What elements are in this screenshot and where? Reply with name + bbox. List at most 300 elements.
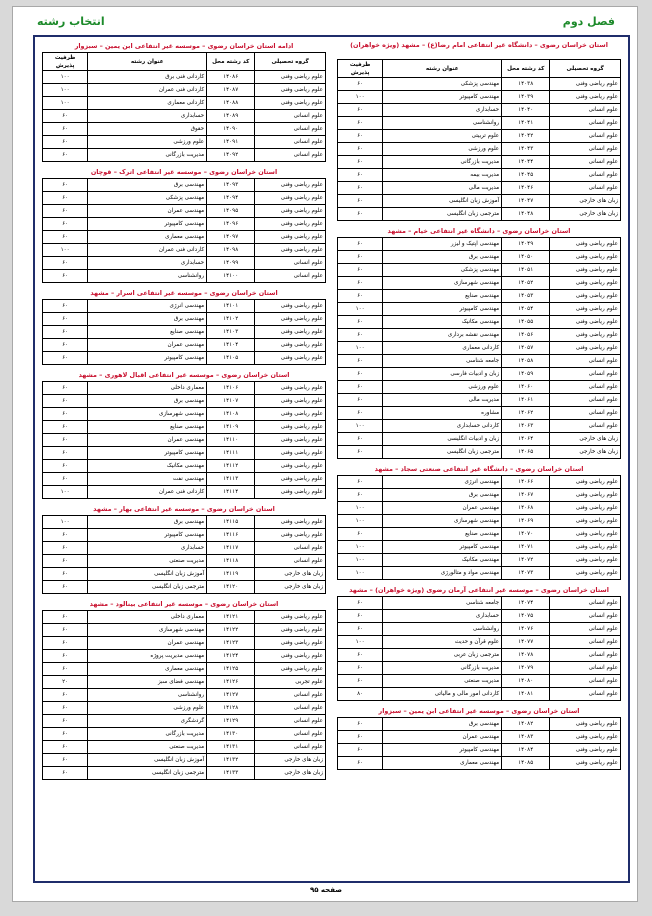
cell-name: مهندسی شهرسازی xyxy=(88,408,207,421)
cell-capacity: ۶۰ xyxy=(43,149,88,162)
cell-code: ۱۴۰۶۶ xyxy=(502,476,550,489)
left-column xyxy=(42,41,326,780)
cell-group: علوم ریاضی وفنی xyxy=(550,342,621,355)
cell-capacity: ۶۰ xyxy=(43,637,88,650)
cell-group: علوم ریاضی وفنی xyxy=(255,97,326,110)
table-row xyxy=(43,663,326,676)
cell-capacity: ۶۰ xyxy=(338,757,383,770)
table-row xyxy=(338,195,621,208)
cell-name: مهندسی مکانیک xyxy=(383,554,502,567)
table-row xyxy=(338,91,621,104)
cell-name: مهندسی شهرسازی xyxy=(383,515,502,528)
table-row xyxy=(338,433,621,446)
content-frame xyxy=(33,35,630,883)
cell-capacity: ۸۰ xyxy=(338,688,383,701)
cell-name: مهندسی برق xyxy=(88,516,207,529)
cell-name: مهندسی عمران xyxy=(88,205,207,218)
cell-capacity: ۶۰ xyxy=(338,117,383,130)
institution-title: استان خراسان رضوی – موسسه غیر انتفاعی ابن یمین – سبزوار xyxy=(378,707,580,715)
cell-name: مهندسی برق xyxy=(383,251,502,264)
cell-code: ۱۴۰۵۴ xyxy=(502,303,550,316)
cell-capacity: ۶۰ xyxy=(43,650,88,663)
table-row xyxy=(338,143,621,156)
cell-code: ۱۴۰۴۵ xyxy=(502,169,550,182)
cell-name: مدیریت مالی xyxy=(383,394,502,407)
cell-code: ۱۴۱۰۸ xyxy=(207,408,255,421)
cell-capacity: ۶۰ xyxy=(43,434,88,447)
cell-name: مهندسی عمران xyxy=(88,637,207,650)
table-row xyxy=(338,238,621,251)
cell-code: ۱۴۰۳۹ xyxy=(502,91,550,104)
cell-capacity: ۱۰۰ xyxy=(338,541,383,554)
cell-group: علوم ریاضی وفنی xyxy=(255,516,326,529)
table-row xyxy=(338,117,621,130)
cell-group: زبان های خارجی xyxy=(255,581,326,594)
cell-code: ۱۴۰۷۸ xyxy=(502,649,550,662)
table-row xyxy=(43,486,326,499)
cell-code: ۱۴۱۳۰ xyxy=(207,728,255,741)
cell-group: علوم ریاضی وفنی xyxy=(550,567,621,580)
table-row xyxy=(338,208,621,221)
cell-group: علوم انسانی xyxy=(550,156,621,169)
cell-code: ۱۴۰۶۲ xyxy=(502,407,550,420)
cell-name: حسابداری xyxy=(383,104,502,117)
cell-group: علوم انسانی xyxy=(550,117,621,130)
cell-capacity: ۶۰ xyxy=(43,300,88,313)
cell-code: ۱۴۰۵۳ xyxy=(502,290,550,303)
cell-capacity: ۶۰ xyxy=(338,597,383,610)
cell-group: علوم ریاضی وفنی xyxy=(255,300,326,313)
cell-group: علوم ریاضی وفنی xyxy=(255,231,326,244)
cell-code: ۱۴۱۲۶ xyxy=(207,676,255,689)
cell-code: ۱۴۰۴۷ xyxy=(502,195,550,208)
table-row xyxy=(338,446,621,459)
cell-group: علوم ریاضی وفنی xyxy=(550,238,621,251)
cell-name: آموزش زبان انگلیسی xyxy=(383,195,502,208)
institution-title: استان خراسان رضوی – دانشگاه غیر انتفاعی صنعتی سجاد – مشهد xyxy=(374,465,584,473)
section-title: انتخاب رشته xyxy=(37,15,105,28)
cell-group: علوم انسانی xyxy=(255,741,326,754)
cell-capacity: ۶۰ xyxy=(43,728,88,741)
table-row xyxy=(338,251,621,264)
cell-capacity: ۶۰ xyxy=(338,169,383,182)
cell-name: مترجمی زبان انگلیسی xyxy=(88,581,207,594)
table-row xyxy=(43,728,326,741)
cell-code: ۱۴۰۵۹ xyxy=(502,368,550,381)
cell-code: ۱۴۰۷۳ xyxy=(502,567,550,580)
cell-group: علوم ریاضی وفنی xyxy=(255,71,326,84)
table-row xyxy=(43,313,326,326)
cell-code: ۱۴۰۵۱ xyxy=(502,264,550,277)
cell-group: علوم انسانی xyxy=(255,555,326,568)
cell-capacity: ۶۰ xyxy=(43,754,88,767)
table-row xyxy=(43,339,326,352)
table-row xyxy=(338,104,621,117)
cell-name: کاردانی فنی عمران xyxy=(88,84,207,97)
cell-group: علوم ریاضی وفنی xyxy=(255,352,326,365)
cell-code: ۱۴۰۹۱ xyxy=(207,136,255,149)
cell-group: علوم ریاضی وفنی xyxy=(550,91,621,104)
cell-capacity: ۶۰ xyxy=(338,381,383,394)
cell-name: علوم تربیتی xyxy=(383,130,502,143)
cell-code: ۱۴۰۸۸ xyxy=(207,97,255,110)
cell-code: ۱۴۰۷۱ xyxy=(502,541,550,554)
cell-name: حسابداری xyxy=(383,610,502,623)
cell-code: ۱۴۰۶۹ xyxy=(502,515,550,528)
cell-code: ۱۴۱۰۵ xyxy=(207,352,255,365)
cell-group: زبان های خارجی xyxy=(255,754,326,767)
table-header-row xyxy=(338,60,621,78)
table-row xyxy=(43,624,326,637)
cell-capacity: ۶۰ xyxy=(338,368,383,381)
table-row xyxy=(338,407,621,420)
cell-group: علوم انسانی xyxy=(550,675,621,688)
cell-capacity: ۶۰ xyxy=(338,433,383,446)
table-row xyxy=(43,326,326,339)
cell-group: علوم انسانی xyxy=(550,355,621,368)
cell-capacity: ۱۰۰ xyxy=(43,84,88,97)
cell-name: مدیریت مالی xyxy=(383,182,502,195)
cell-code: ۱۴۱۰۱ xyxy=(207,300,255,313)
table-row xyxy=(338,277,621,290)
cell-group: علوم ریاضی وفنی xyxy=(255,218,326,231)
cell-capacity: ۶۰ xyxy=(338,182,383,195)
header-code: کد رشته محل xyxy=(502,60,550,78)
header-name: عنوان رشته xyxy=(88,53,207,71)
cell-code: ۱۴۰۵۵ xyxy=(502,316,550,329)
cell-capacity: ۱۰۰ xyxy=(338,502,383,515)
cell-name: حسابداری xyxy=(88,542,207,555)
cell-code: ۱۴۱۲۹ xyxy=(207,715,255,728)
page-number: صفحه ۹۵ xyxy=(309,886,343,894)
cell-group: علوم انسانی xyxy=(550,649,621,662)
cell-capacity: ۶۰ xyxy=(338,156,383,169)
cell-name: جامعه شناسی xyxy=(383,355,502,368)
table-row xyxy=(338,610,621,623)
cell-capacity: ۶۰ xyxy=(338,104,383,117)
cell-code: ۱۴۱۰۷ xyxy=(207,395,255,408)
cell-name: زبان و ادبیات انگلیسی xyxy=(383,433,502,446)
table-row xyxy=(43,382,326,395)
cell-name: مهندسی برق xyxy=(88,179,207,192)
cell-group: علوم ریاضی وفنی xyxy=(255,179,326,192)
cell-capacity: ۶۰ xyxy=(43,611,88,624)
cell-code: ۱۴۰۷۴ xyxy=(502,597,550,610)
table-row xyxy=(338,342,621,355)
cell-capacity: ۶۰ xyxy=(43,447,88,460)
cell-group: علوم ریاضی وفنی xyxy=(550,78,621,91)
table-row xyxy=(43,84,326,97)
cell-name: مهندسی مدیریت پروژه xyxy=(88,650,207,663)
table-row xyxy=(338,394,621,407)
cell-code: ۱۴۰۶۷ xyxy=(502,489,550,502)
table-row xyxy=(43,702,326,715)
cell-code: ۱۴۰۸۰ xyxy=(502,675,550,688)
cell-group: علوم ریاضی وفنی xyxy=(255,460,326,473)
cell-name: علوم ورزشی xyxy=(383,381,502,394)
table-row xyxy=(43,542,326,555)
cell-group: علوم انسانی xyxy=(550,394,621,407)
cell-name: مهندسی پزشکی xyxy=(383,264,502,277)
header-name: عنوان رشته xyxy=(383,60,502,78)
cell-group: علوم انسانی xyxy=(255,715,326,728)
cell-group: علوم ریاضی وفنی xyxy=(550,731,621,744)
right-column xyxy=(337,41,621,770)
majors-table xyxy=(42,381,326,499)
institution-title: استان خراسان رضوی – دانشگاه غیر انتفاعی امام رضا(ع) – مشهد (ویژه خواهران) xyxy=(350,41,608,49)
cell-code: ۱۴۱۲۴ xyxy=(207,650,255,663)
cell-capacity: ۶۰ xyxy=(338,329,383,342)
cell-group: علوم ریاضی وفنی xyxy=(255,486,326,499)
cell-name: مهندسی انرژی xyxy=(383,476,502,489)
cell-code: ۱۴۰۴۰ xyxy=(502,104,550,117)
cell-name: مدیریت بازرگانی xyxy=(383,156,502,169)
cell-group: زبان های خارجی xyxy=(255,767,326,780)
cell-code: ۱۴۱۲۵ xyxy=(207,663,255,676)
cell-capacity: ۶۰ xyxy=(338,394,383,407)
cell-name: روانشناسی xyxy=(88,689,207,702)
cell-name: مهندسی برق xyxy=(88,313,207,326)
table-row xyxy=(338,303,621,316)
cell-group: علوم انسانی xyxy=(255,149,326,162)
cell-capacity: ۶۰ xyxy=(43,123,88,136)
cell-capacity: ۶۰ xyxy=(43,205,88,218)
cell-name: مدیریت صنعتی xyxy=(88,741,207,754)
header-group: گروه تحصیلی xyxy=(550,60,621,78)
cell-group: علوم انسانی xyxy=(550,623,621,636)
cell-name: کاردانی حسابداری xyxy=(383,420,502,433)
institution-title: ادامه استان خراسان رضوی – موسسه غیر انتفاعی ابن یمین – سبزوار xyxy=(74,42,294,50)
table-row xyxy=(43,300,326,313)
cell-capacity: ۱۰۰ xyxy=(43,516,88,529)
cell-group: علوم ریاضی وفنی xyxy=(550,554,621,567)
cell-group: علوم ریاضی وفنی xyxy=(550,476,621,489)
cell-group: علوم ریاضی وفنی xyxy=(255,663,326,676)
cell-name: معماری داخلی xyxy=(88,382,207,395)
cell-capacity: ۶۰ xyxy=(43,473,88,486)
cell-name: مهندسی کامپیوتر xyxy=(88,218,207,231)
chapter-title: فصل دوم xyxy=(562,15,615,28)
cell-code: ۱۴۱۱۸ xyxy=(207,555,255,568)
cell-name: مهندسی اپتیک و لیزر xyxy=(383,238,502,251)
cell-capacity: ۶۰ xyxy=(43,542,88,555)
table-row xyxy=(338,329,621,342)
cell-capacity: ۶۰ xyxy=(338,675,383,688)
cell-capacity: ۱۰۰ xyxy=(338,636,383,649)
table-row xyxy=(338,731,621,744)
cell-capacity: ۶۰ xyxy=(338,78,383,91)
header-capacity: ظرفیت پذیرش xyxy=(338,60,383,78)
cell-code: ۱۴۰۶۳ xyxy=(502,420,550,433)
table-row xyxy=(43,257,326,270)
table-row xyxy=(43,408,326,421)
cell-name: مهندسی معماری xyxy=(88,663,207,676)
cell-capacity: ۱۰۰ xyxy=(338,342,383,355)
institution-title: استان خراسان رضوی – موسسه غیر انتفاعی آرمان رضوی (ویژه خواهران) – مشهد xyxy=(349,586,609,594)
majors-table xyxy=(337,717,621,770)
cell-code: ۱۴۱۰۰ xyxy=(207,270,255,283)
cell-code: ۱۴۱۲۳ xyxy=(207,637,255,650)
cell-name: مدیریت صنعتی xyxy=(88,555,207,568)
cell-name: مهندسی صنایع xyxy=(383,290,502,303)
cell-code: ۱۴۰۷۲ xyxy=(502,554,550,567)
cell-code: ۱۴۰۷۷ xyxy=(502,636,550,649)
cell-group: علوم ریاضی وفنی xyxy=(550,515,621,528)
cell-capacity: ۶۰ xyxy=(43,689,88,702)
cell-capacity: ۶۰ xyxy=(43,741,88,754)
cell-group: علوم انسانی xyxy=(255,110,326,123)
cell-capacity: ۶۰ xyxy=(338,130,383,143)
cell-capacity: ۱۰۰ xyxy=(43,486,88,499)
cell-code: ۱۴۰۵۷ xyxy=(502,342,550,355)
cell-code: ۱۴۱۲۱ xyxy=(207,611,255,624)
cell-code: ۱۴۰۴۸ xyxy=(502,208,550,221)
cell-group: زبان های خارجی xyxy=(550,433,621,446)
cell-group: علوم ریاضی وفنی xyxy=(550,744,621,757)
cell-capacity: ۶۰ xyxy=(338,744,383,757)
cell-name: مهندسی کامپیوتر xyxy=(88,352,207,365)
majors-table xyxy=(337,237,621,459)
cell-group: علوم تجربی xyxy=(255,676,326,689)
cell-capacity: ۱۰۰ xyxy=(43,97,88,110)
table-row xyxy=(338,597,621,610)
cell-code: ۱۴۱۱۳ xyxy=(207,473,255,486)
cell-group: علوم ریاضی وفنی xyxy=(550,290,621,303)
cell-capacity: ۶۰ xyxy=(43,581,88,594)
table-row xyxy=(338,355,621,368)
cell-capacity: ۶۰ xyxy=(338,277,383,290)
cell-name: کاردانی معماری xyxy=(383,342,502,355)
table-row xyxy=(43,71,326,84)
cell-code: ۱۴۱۰۴ xyxy=(207,339,255,352)
cell-name: مهندسی صنایع xyxy=(383,528,502,541)
table-row xyxy=(43,352,326,365)
cell-capacity: ۶۰ xyxy=(43,624,88,637)
cell-capacity: ۶۰ xyxy=(338,195,383,208)
cell-group: علوم انسانی xyxy=(255,270,326,283)
cell-group: علوم ریاضی وفنی xyxy=(255,447,326,460)
cell-capacity: ۶۰ xyxy=(338,407,383,420)
table-row xyxy=(338,316,621,329)
table-row xyxy=(43,568,326,581)
cell-code: ۱۴۰۶۸ xyxy=(502,502,550,515)
majors-table xyxy=(337,475,621,580)
cell-code: ۱۴۱۰۹ xyxy=(207,421,255,434)
cell-name: جامعه شناسی xyxy=(383,597,502,610)
cell-capacity: ۶۰ xyxy=(43,270,88,283)
cell-name: مهندسی معماری xyxy=(383,757,502,770)
cell-name: مهندسی مواد و متالورژی xyxy=(383,567,502,580)
cell-group: علوم انسانی xyxy=(550,597,621,610)
table-row xyxy=(338,78,621,91)
cell-code: ۱۴۰۴۱ xyxy=(502,117,550,130)
cell-capacity: ۶۰ xyxy=(43,382,88,395)
cell-group: علوم انسانی xyxy=(550,688,621,701)
cell-group: علوم ریاضی وفنی xyxy=(255,205,326,218)
document-page xyxy=(12,6,638,902)
table-row xyxy=(338,567,621,580)
cell-name: مهندسی عمران xyxy=(383,502,502,515)
cell-group: علوم ریاضی وفنی xyxy=(550,541,621,554)
cell-code: ۱۴۰۹۰ xyxy=(207,123,255,136)
cell-group: علوم انسانی xyxy=(550,610,621,623)
table-row xyxy=(338,476,621,489)
cell-group: علوم ریاضی وفنی xyxy=(255,650,326,663)
cell-capacity: ۶۰ xyxy=(338,623,383,636)
table-row xyxy=(338,675,621,688)
cell-name: آموزش زبان انگلیسی xyxy=(88,568,207,581)
table-row xyxy=(43,676,326,689)
cell-group: زبان های خارجی xyxy=(550,446,621,459)
cell-code: ۱۴۰۷۹ xyxy=(502,662,550,675)
cell-capacity: ۶۰ xyxy=(338,731,383,744)
cell-code: ۱۴۰۸۵ xyxy=(502,757,550,770)
cell-group: علوم انسانی xyxy=(255,123,326,136)
cell-name: مهندسی کامپیوتر xyxy=(383,303,502,316)
cell-code: ۱۴۱۳۱ xyxy=(207,741,255,754)
cell-capacity: ۶۰ xyxy=(43,326,88,339)
cell-group: علوم انسانی xyxy=(550,636,621,649)
cell-name: مترجمی زبان انگلیسی xyxy=(88,767,207,780)
cell-capacity: ۶۰ xyxy=(338,489,383,502)
cell-name: مهندسی صنایع xyxy=(88,421,207,434)
cell-capacity: ۶۰ xyxy=(338,264,383,277)
cell-name: کاردانی معماری xyxy=(88,97,207,110)
cell-name: مهندسی معماری xyxy=(88,231,207,244)
cell-name: مهندسی پزشکی xyxy=(383,78,502,91)
cell-capacity: ۶۰ xyxy=(43,110,88,123)
cell-name: کاردانی فنی برق xyxy=(88,71,207,84)
cell-group: علوم ریاضی وفنی xyxy=(550,502,621,515)
table-row xyxy=(338,368,621,381)
cell-code: ۱۴۰۴۳ xyxy=(502,143,550,156)
cell-code: ۱۴۰۵۰ xyxy=(502,251,550,264)
cell-code: ۱۴۰۵۶ xyxy=(502,329,550,342)
cell-capacity: ۱۰۰ xyxy=(338,420,383,433)
cell-group: علوم انسانی xyxy=(550,104,621,117)
cell-name: مهندسی عمران xyxy=(88,339,207,352)
table-row xyxy=(43,650,326,663)
cell-capacity: ۶۰ xyxy=(43,339,88,352)
cell-name: کاردانی فنی عمران xyxy=(88,244,207,257)
cell-code: ۱۴۰۹۶ xyxy=(207,218,255,231)
cell-code: ۱۴۱۰۶ xyxy=(207,382,255,395)
cell-group: علوم ریاضی وفنی xyxy=(550,316,621,329)
cell-name: مهندسی کامپیوتر xyxy=(383,91,502,104)
cell-name: مهندسی برق xyxy=(88,395,207,408)
cell-code: ۱۴۰۶۴ xyxy=(502,433,550,446)
cell-group: علوم ریاضی وفنی xyxy=(255,408,326,421)
cell-group: علوم ریاضی وفنی xyxy=(550,489,621,502)
cell-capacity: ۱۰۰ xyxy=(338,303,383,316)
cell-name: حقوق xyxy=(88,123,207,136)
cell-code: ۱۴۱۱۹ xyxy=(207,568,255,581)
cell-group: علوم ریاضی وفنی xyxy=(550,277,621,290)
cell-name: مهندسی عمران xyxy=(383,731,502,744)
cell-code: ۱۴۱۲۷ xyxy=(207,689,255,702)
cell-name: علوم ورزشی xyxy=(383,143,502,156)
majors-table xyxy=(337,59,621,221)
table-row xyxy=(43,767,326,780)
cell-capacity: ۶۰ xyxy=(338,208,383,221)
cell-group: علوم ریاضی وفنی xyxy=(550,251,621,264)
cell-code: ۱۴۰۶۱ xyxy=(502,394,550,407)
cell-group: علوم ریاضی وفنی xyxy=(255,611,326,624)
cell-group: علوم ریاضی وفنی xyxy=(550,329,621,342)
cell-group: علوم ریاضی وفنی xyxy=(255,395,326,408)
cell-capacity: ۲۰ xyxy=(43,676,88,689)
cell-capacity: ۶۰ xyxy=(43,136,88,149)
